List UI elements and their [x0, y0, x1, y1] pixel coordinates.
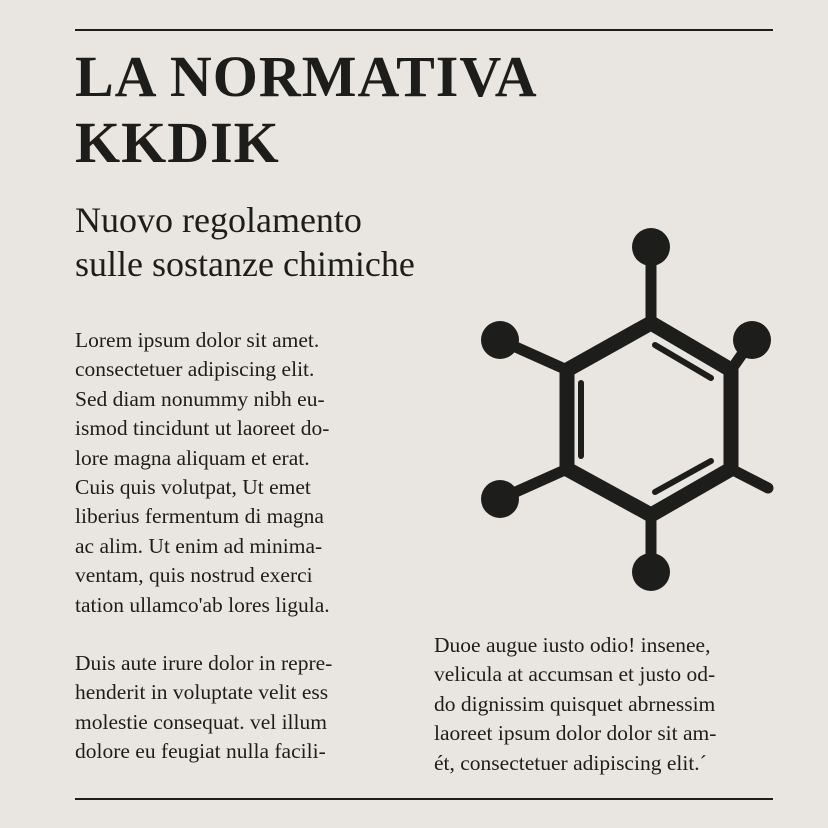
body-line: consectetuer adipiscing elit. — [75, 357, 315, 382]
body-line: velicula at accumsan et justo od- — [434, 662, 716, 687]
body-column-left-top — [75, 326, 405, 620]
subheadline-line: sulle sostanze chimiche — [75, 244, 415, 284]
headline-line: LA NORMATIVA — [75, 44, 538, 109]
body-line: liberius fermentum di magna — [75, 504, 324, 529]
benzene-molecule-icon — [470, 222, 780, 597]
body-line: molestie consequat. vel illum — [75, 709, 327, 734]
body-line: henderit in voluptate velit ess — [75, 680, 329, 705]
body-line: ventam, quis nostrud exerci — [75, 563, 313, 588]
body-line: ét, consectetuer adipiscing elit.´ — [434, 750, 707, 775]
body-line: do dignissim quisquet abrnessim — [434, 691, 716, 716]
subheadline-line: Nuovo regolamento — [75, 200, 362, 240]
body-line: Cuis quis volutpat, Ut emet — [75, 475, 311, 500]
headline — [75, 44, 755, 176]
body-line: Sed diam nonummy nibh eu- — [75, 386, 325, 411]
bottom-rule — [75, 798, 773, 800]
body-line: ac alim. Ut enim ad minima- — [75, 533, 323, 558]
body-line: ismod tincidunt ut laoreet do- — [75, 416, 330, 441]
body-line: laoreet ipsum dolor dolor sit am- — [434, 721, 717, 746]
body-line: Duis aute irure dolor in repre- — [75, 651, 333, 675]
top-rule — [75, 29, 773, 31]
body-column-left-bottom — [75, 649, 405, 767]
body-line: dolore eu feugiat nulla facili- — [75, 739, 326, 764]
body-column-right — [434, 631, 779, 778]
headline-line: KKDIK — [75, 110, 280, 175]
body-line: Duoe augue iusto odio! insenee, — [434, 633, 711, 657]
body-line: lore magna aliquam et erat. — [75, 445, 310, 470]
body-line: tation ullamco'ab lores ligula. — [75, 592, 330, 617]
body-line: Lorem ipsum dolor sit amet. — [75, 328, 320, 352]
